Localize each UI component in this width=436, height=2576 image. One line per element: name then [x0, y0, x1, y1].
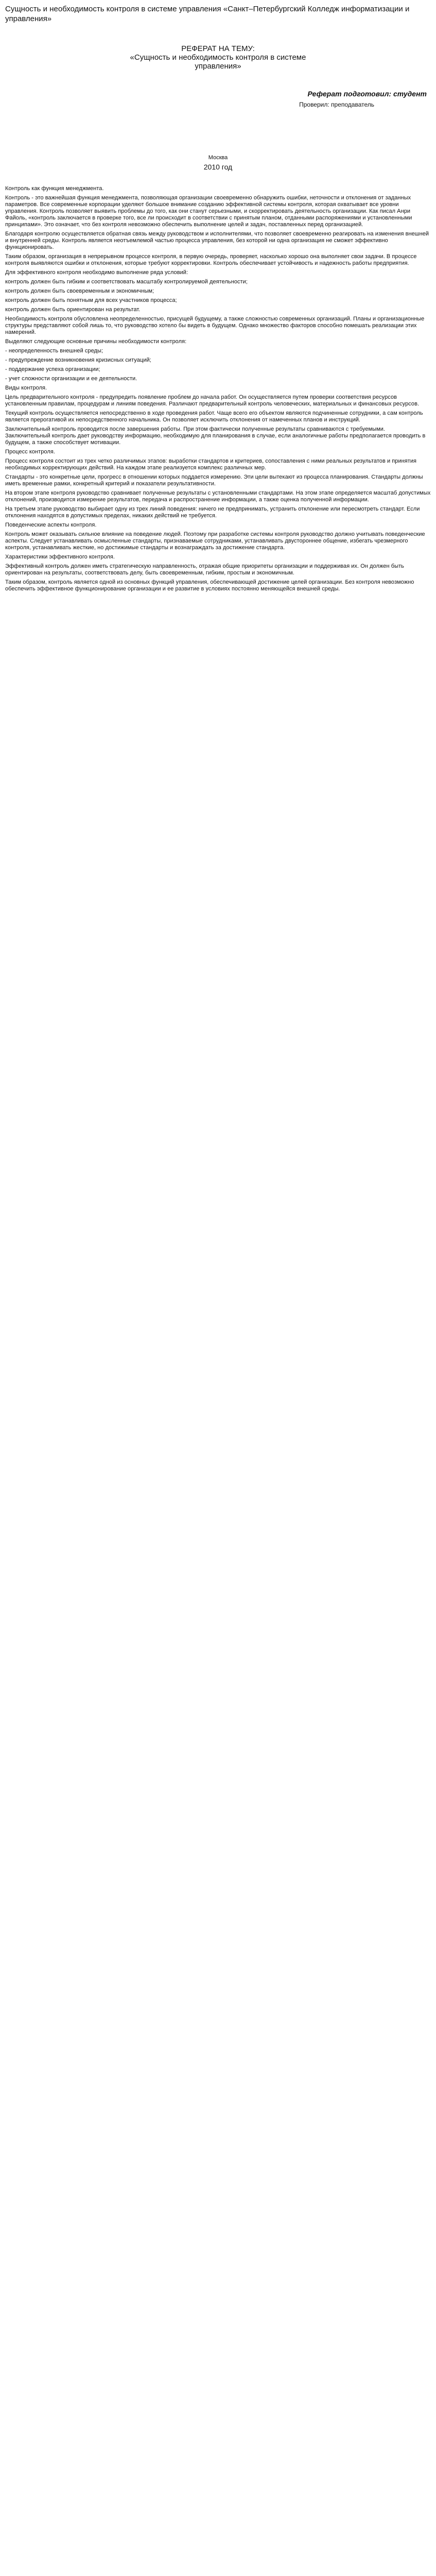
- paragraph: контроль должен быть понятным для всех участников процесса;: [5, 297, 177, 303]
- paragraph: Для эффективного контроля необходимо выполнение ряда условий:: [5, 269, 188, 276]
- paragraph: контроль должен быть своевременным и экономичным;: [5, 288, 154, 294]
- essay-heading-line-2: «Сущность и необходимость контроля в системе: [130, 53, 306, 62]
- essay-heading: [0, 44, 436, 71]
- paragraph: Контроль - это важнейшая функция менеджмента, позволяющая организации своевременно обнаружить ошибки, неточности и отклонения от заданных параметров. Все современные корпорации уделяют большое внимание созданию эффективной системы контроля, которая охватывает все уровни управления. Контроль позволяет выявить проблемы до того, как они станут серьезными, и скорректировать деятельность организации. Как писал Анри Файоль, «контроль заключается в проверке того, все ли происходит в соответствии с принятым планом, отданными распоряжениями и установленными принципами». Это означает, что без контроля невозможно обеспечить выполнение целей и задач, поставленных перед организацией.: [5, 195, 412, 228]
- essay-body: [0, 178, 436, 592]
- paragraph: - учет сложности организации и ее деятельности.: [5, 376, 137, 382]
- paragraph: Виды контроля.: [5, 385, 47, 391]
- paragraph: Выделяют следующие основные причины необходимости контроля:: [5, 338, 187, 345]
- paragraph: Таким образом, организация в непрерывном процессе контроля, в первую очередь, проверяет, насколько хорошо она выполняет свои задачи. В процессе контроля выявляются ошибки и отклонения, которые требуют корректировки. Контроль обеспечивает устойчивость и надежность работы предприятия.: [5, 253, 417, 266]
- paragraph: Текущий контроль осуществляется непосредственно в ходе проведения работ. Чаще всего его объектом являются подчиненные сотрудники, а сам контроль является прерогативой их непосредственного начальника. Он позволяет исключить отклонения от намеченных планов и инструкций.: [5, 410, 423, 423]
- essay-heading-line-3: управления»: [195, 62, 241, 71]
- paragraph: Необходимость контроля обусловлена неопределенностью, присущей будущему, а также сложностью современных организаций. Планы и организационные структуры представляют собой лишь то, что руководство хотело бы видеть в будущем. Однако множество факторов способно помешать реализации этих намерений.: [5, 316, 425, 335]
- checked-by: Проверил: преподаватель: [299, 101, 374, 108]
- paragraph: Поведенческие аспекты контроля.: [5, 522, 97, 528]
- paragraph: Процесс контроля состоит из трех четко различимых этапов: выработки стандартов и критериев, сопоставления с ними реальных результатов и принятия необходимых корректирующих действий. На каждом этапе реализуется комплекс различных мер.: [5, 458, 417, 471]
- paragraph: На втором этапе контроля руководство сравнивает полученные результаты с установленными стандартами. На этом этапе определяется масштаб допустимых отклонений, производится измерение результатов, передача и распространение информации, а также оценка полученной информации.: [5, 490, 431, 503]
- paragraph: Контроль может оказывать сильное влияние на поведение людей. Поэтому при разработке системы контроля руководство должно учитывать поведенческие аспекты. Следует устанавливать осмысленные стандарты, признаваемые сотрудниками, устанавливать двустороннее общение, избегать чрезмерного контроля, устанавливать жесткие, но достижимые стандарты и вознаграждать за достижение стандарта.: [5, 531, 425, 551]
- paragraph: Благодаря контролю осуществляется обратная связь между руководством и исполнителями, что позволяет своевременно реагировать на изменения внешней и внутренней среды. Контроль является неотъемлемой частью процесса управления, без которой ни одна организация не сможет эффективно функционировать.: [5, 231, 429, 250]
- paragraph: контроль должен быть ориентирован на результат.: [5, 307, 141, 313]
- paragraph: Контроль как функция менеджмента.: [5, 185, 104, 192]
- paragraph: Таким образом, контроль является одной из основных функций управления, обеспечивающей достижение целей организации. Без контроля невозможно обеспечить эффективное функционирование организации и ее развитие в условиях постоянно меняющейся внешней среды.: [5, 579, 414, 592]
- document-title: Сущность и необходимость контроля в системе управления «Санкт–Петербургский Колледж информатизации и управления»: [5, 5, 410, 23]
- paragraph: На третьем этапе руководство выбирает одну из трех линий поведения: ничего не предпринимать, устранить отклонение или пересмотреть стандарт. Если отклонения находятся в допустимых пределах, никаких действий не требуется.: [5, 506, 420, 519]
- prepared-by: Реферат подготовил: студент: [307, 90, 427, 98]
- city: Москва: [208, 155, 228, 161]
- paragraph: Заключительный контроль проводится после завершения работы. При этом фактически полученные результаты сравниваются с требуемыми. Заключительный контроль дает руководству информацию, необходимую для планирования в случае, если аналогичные работы предполагается проводить в будущем, а также способствует мотивации.: [5, 426, 426, 446]
- paragraph: - поддержание успеха организации;: [5, 366, 100, 372]
- essay-heading-line-1: РЕФЕРАТ НА ТЕМУ:: [181, 44, 255, 53]
- paragraph: - предупреждение возникновения кризисных ситуаций;: [5, 357, 151, 363]
- paragraph: Эффективный контроль должен иметь стратегическую направленность, отражая общие приоритеты организации и поддерживая их. Он должен быть ориентирован на результаты, соответствовать делу, быть своевременным, гибким, простым и экономичным.: [5, 563, 404, 576]
- paragraph: - неопределенность внешней среды;: [5, 348, 103, 354]
- title-page: [0, 24, 436, 178]
- paragraph: контроль должен быть гибким и соответствовать масштабу контролируемой деятельности;: [5, 279, 248, 285]
- paragraph: Процесс контроля.: [5, 449, 55, 455]
- paragraph: Характеристики эффективного контроля.: [5, 554, 115, 560]
- paragraph: Стандарты - это конкретные цели, прогресс в отношении которых поддается измерению. Эти цели вытекают из процесса планирования. Стандарты должны иметь временные рамки, конкретный критерий и показатели результативности.: [5, 474, 423, 487]
- year: 2010 год: [203, 163, 233, 171]
- paragraph: Цель предварительного контроля - предупредить появление проблем до начала работ. Он осуществляется путем проверки соответствия ресурсов установленным правилам, процедурам и линиям поведения. Различают предварительный контроль человеческих, материальных и финансовых ресурсов.: [5, 394, 420, 407]
